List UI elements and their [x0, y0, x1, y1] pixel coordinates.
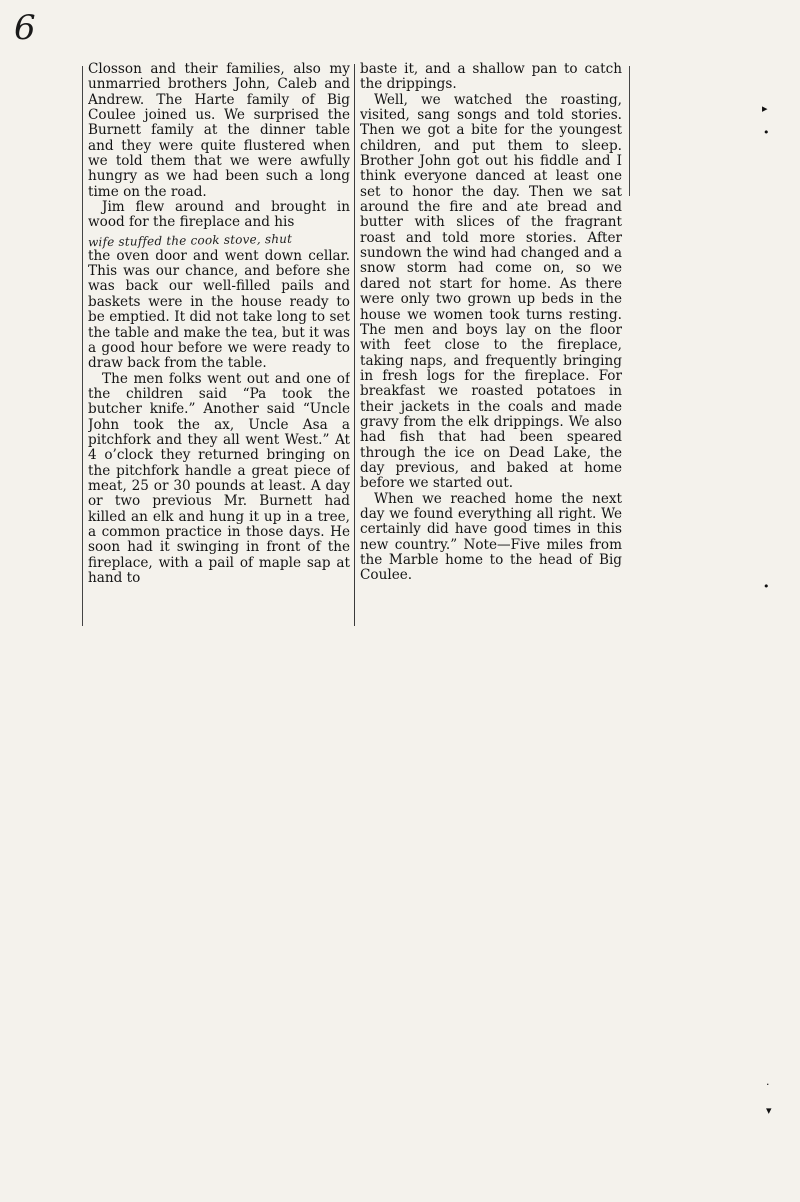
left-column	[88, 62, 350, 632]
scan-speck: ▸	[762, 102, 768, 115]
newspaper-clipping	[82, 62, 630, 632]
paragraph: baste it, and a shallow pan to catch the drippings.	[360, 62, 622, 93]
paragraph: Jim flew around and brought in wood for the fireplace and his	[88, 199, 350, 231]
paragraph: Well, we watched the roasting, visited, sang songs and told stories. Then we got a bite for the youngest children, and put them to sleep. Brother John got out his fiddle and I think everyone danced at least one set to honor the day. Then we sat around the fire and ate bread and butter with slices of the fragrant roast and told more stories. After sundown the wind had changed and a snow storm had come on, so we dared not start for home. As there were only two grown up beds in the house we women took turns resting. The men and boys lay on the floor with feet close to the fireplace, taking naps, and frequently bringing in fresh logs for the fireplace. For breakfast we roasted potatoes in their jackets in the coals and made gravy from the elk drippings. We also had fish that had been speared through the ice on Dead Lake, the day previous, and baked at home before we started out.	[360, 91, 622, 492]
paragraph: the oven door and went down cellar. This was our chance, and before she was back our well-filled pails and baskets were in the house ready to be emptied. It did not take long to set the table and make the tea, but it was a good hour before we were ready to draw back from the table.	[88, 247, 350, 372]
paragraph: When we reached home the next day we found everything all right. We certainly did have good times in this new country.” Note—Five miles from the Marble home to the head of Big Coulee.	[360, 490, 622, 584]
column-divider	[354, 64, 355, 626]
page-number: 6	[14, 8, 36, 48]
scan-speck: ·	[766, 1078, 770, 1091]
right-column	[360, 62, 622, 632]
paragraph: Closson and their families, also my unmarried brothers John, Caleb and Andrew. The Harte family of Big Coulee joined us. We surprised the Burnett family at the dinner table and they were quite flustered when we told them that we were awfully hungry as we had been such a long time on the road.	[88, 62, 350, 200]
clipping-left-edge	[82, 66, 83, 626]
scan-speck: •	[763, 580, 770, 593]
scan-speck: •	[763, 126, 770, 139]
paragraph: The men folks went out and one of the children said “Pa took the butcher knife.” Another said “Uncle John took the ax, Uncle Asa a pitchfork and they all went West.” At 4 o’clock they returned bringing on the pitchfork handle a great piece of meat, 25 or 30 pounds at least. A day or two previous Mr. Burnett had killed an elk and hung it up in a tree, a common practice in those days. He soon had it swinging in front of the fireplace, with a pail of maple sap at hand to	[88, 370, 350, 586]
clipping-right-edge	[629, 66, 630, 196]
handwritten-insert: wife stuffed the cook stove, shut	[88, 231, 293, 250]
scan-speck: ▾	[766, 1104, 772, 1117]
